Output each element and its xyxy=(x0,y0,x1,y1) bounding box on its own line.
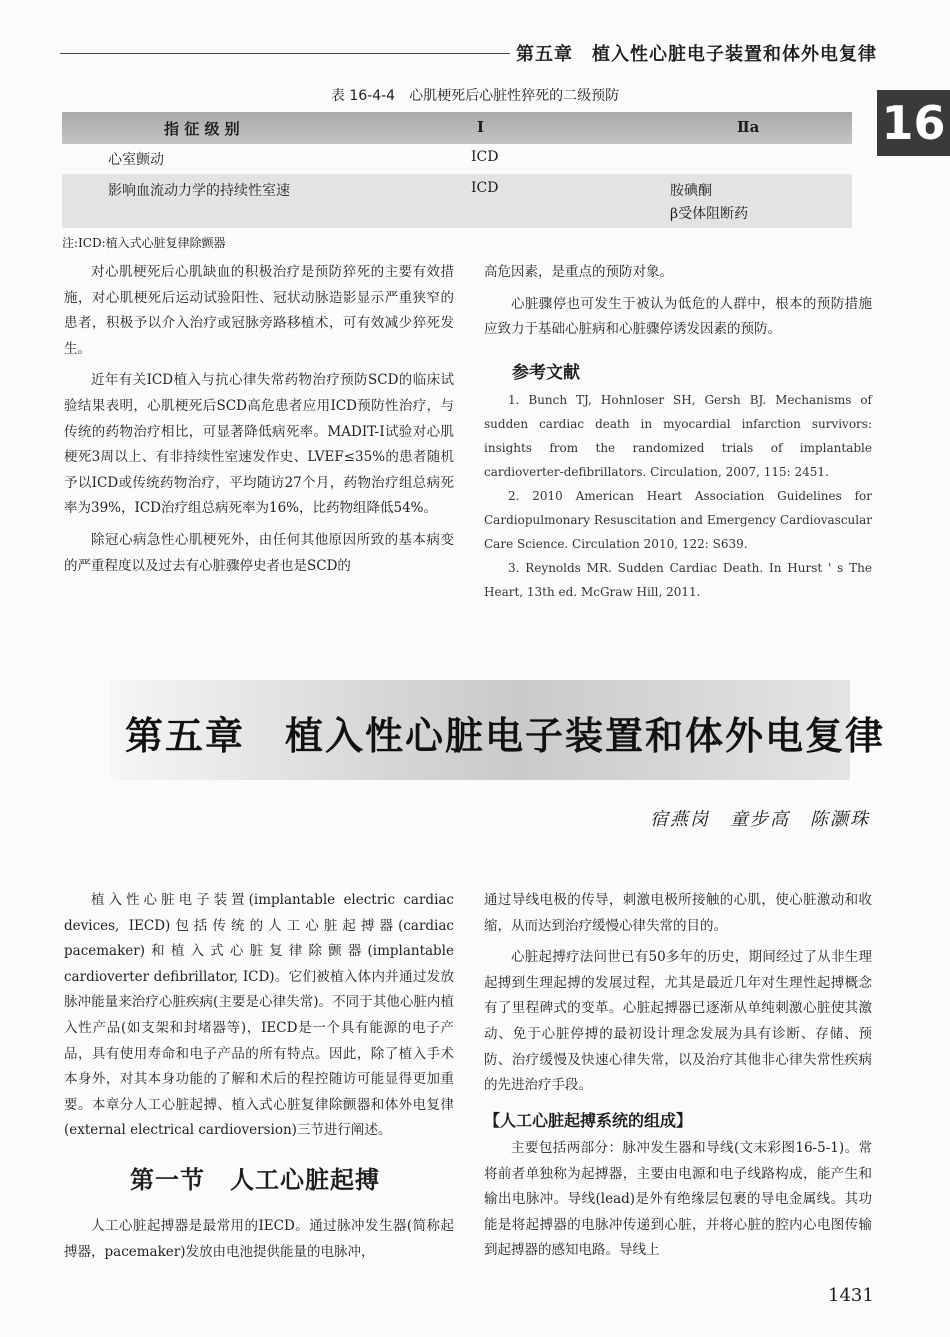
table-cell: 心室颤动 xyxy=(108,152,164,168)
left-column xyxy=(64,260,454,579)
lower-right-column-continued xyxy=(484,1136,872,1264)
table-cell: 影响血流动力学的持续性室速 xyxy=(108,183,290,199)
table-note: 注:ICD:植入式心脏复律除颤器 xyxy=(62,236,226,250)
paragraph: 主要包括两部分：脉冲发生器和导线(文末彩图16-5-1)。常将前者单独称为起搏器，主要由电源和电子线路构成，能产生和输出电脉冲。导线(lead)是外有绝缘层包裹的导电金属线。其功能是将起搏器的电脉冲传递到心脏，并将心脏的腔内心电图传输到起搏器的感知电路。导线上 xyxy=(484,1140,872,1259)
header-rule xyxy=(60,53,510,54)
paragraph: 通过导线电极的传导，刺激电极所接触的心肌，使心脏激动和收缩，从而达到治疗缓慢心律失常的目的。 xyxy=(484,892,872,934)
table-header-cell: Ⅱa xyxy=(737,118,760,136)
chapter-authors: 宿燕岗 童步高 陈灏珠 xyxy=(650,809,870,830)
reference-item: 1. Bunch TJ, Hohnloser SH, Gersh BJ. Mechanisms of sudden cardiac death in myocardial infarction survivors: insights from the randomized trials of implantable cardioverter-defibrillators. Circulation, 2007, 115: 2451. xyxy=(484,393,872,479)
table-cell: 胺碘酮 xyxy=(670,183,712,199)
references-title: 参考文献 xyxy=(512,363,580,383)
table-header-row xyxy=(62,112,852,144)
chapter-title: 第五章 植入性心脏电子装置和体外电复律 xyxy=(125,713,886,758)
paragraph: 植入性心脏电子装置(implantable electric cardiac devices, IECD)包括传统的人工心脏起搏器(cardiac pacemaker)和植入式心脏复律除颤器(implantable cardioverter defibrillator, ICD)。它们被植入体内并通过发放脉冲能量来治疗心脏疾病(主要是心律失常)。不同于其他心脏内植入性产品(如支架和封堵器等)，IECD是一个具有能源的电子产品，具有使用寿命和电子产品的所有特点。因此，除了植入手术本身外，对其本身功能的了解和术后的程控随访可能显得更加重要。本章分人工心脏起搏、植入式心脏复律除颤器和体外电复律(external electrical cardioversion)三节进行阐述。 xyxy=(64,892,454,1139)
table-cell: β受体阻断药 xyxy=(670,206,749,222)
table xyxy=(62,112,852,228)
table-header-cell: Ⅰ xyxy=(477,118,485,136)
lower-right-column xyxy=(484,888,872,1099)
paragraph: 人工心脏起搏器是最常用的IECD。通过脉冲发生器(简称起搏器，pacemaker)发放由电池提供能量的电脉冲， xyxy=(64,1218,454,1260)
table-cell: ICD xyxy=(471,149,499,165)
table-cell: ICD xyxy=(471,180,499,196)
paragraph: 近年有关ICD植入与抗心律失常药物治疗预防SCD的临床试验结果表明，心肌梗死后SCD高危患者应用ICD预防性治疗，与传统的药物治疗相比，可显著降低病死率。MADIT-Ⅰ试验对心肌梗死3周以上、有非持续性室速发作史、LVEF≤35%的患者随机予以ICD或传统药物治疗，平均随访27个月，药物治疗组总病死率为39%，ICD治疗组总病死率为16%，比药物组降低54%。 xyxy=(64,372,454,517)
paragraph: 对心肌梗死后心肌缺血的积极治疗是预防猝死的主要有效措施，对心肌梗死后运动试验阳性、冠状动脉造影显示严重狭窄的患者，积极予以介入治疗或冠脉旁路移植术，可有效减少猝死发生。 xyxy=(64,264,454,357)
section-title: 第一节 人工心脏起搏 xyxy=(130,1165,380,1194)
table-header-cell: 指 征 级 别 xyxy=(164,120,240,138)
running-title: 第五章 植入性心脏电子装置和体外电复律 xyxy=(516,44,877,65)
table-caption: 表 16-4-4 心肌梗死后心脏性猝死的二级预防 xyxy=(330,88,620,104)
paragraph: 心脏起搏疗法问世已有50多年的历史，期间经过了从非生理起搏到生理起搏的发展过程，尤其是最近几年对生理性起搏概念有了里程碑式的变革。心脏起搏器已逐渐从单纯刺激心脏使其激动、免于心脏停搏的最初设计理念发展为具有诊断、存储、预防、治疗缓慢及快速心律失常，以及治疗其他非心律失常性疾病的先进治疗手段。 xyxy=(484,949,872,1094)
table-row xyxy=(62,174,852,228)
reference-item: 3. Reynolds MR. Sudden Cardiac Death. In Hurst ' s The Heart, 13th ed. McGraw Hill, 2011. xyxy=(484,561,872,599)
subheading: 【人工心脏起搏系统的组成】 xyxy=(484,1111,693,1130)
lower-left-column-continued xyxy=(64,1214,454,1265)
paragraph: 高危因素，是重点的预防对象。 xyxy=(484,264,673,280)
paragraph: 除冠心病急性心肌梗死外，由任何其他原因所致的基本病变的严重程度以及过去有心脏骤停史者也是SCD的 xyxy=(64,531,454,574)
table-row xyxy=(62,144,852,174)
paragraph: 心脏骤停也可发生于被认为低危的人群中，根本的预防措施应致力于基础心脏病和心脏骤停诱发因素的预防。 xyxy=(484,295,872,338)
lower-left-column xyxy=(64,888,454,1144)
reference-item: 2. 2010 American Heart Association Guidelines for Cardiopulmonary Resuscitation and Emergency Cardiovascular Care Science. Circulation 2010, 122: S639. xyxy=(484,489,872,551)
page-number: 1431 xyxy=(828,1285,874,1306)
references-list xyxy=(484,388,872,604)
right-column xyxy=(484,260,872,343)
chapter-tab: 16 xyxy=(877,90,950,156)
